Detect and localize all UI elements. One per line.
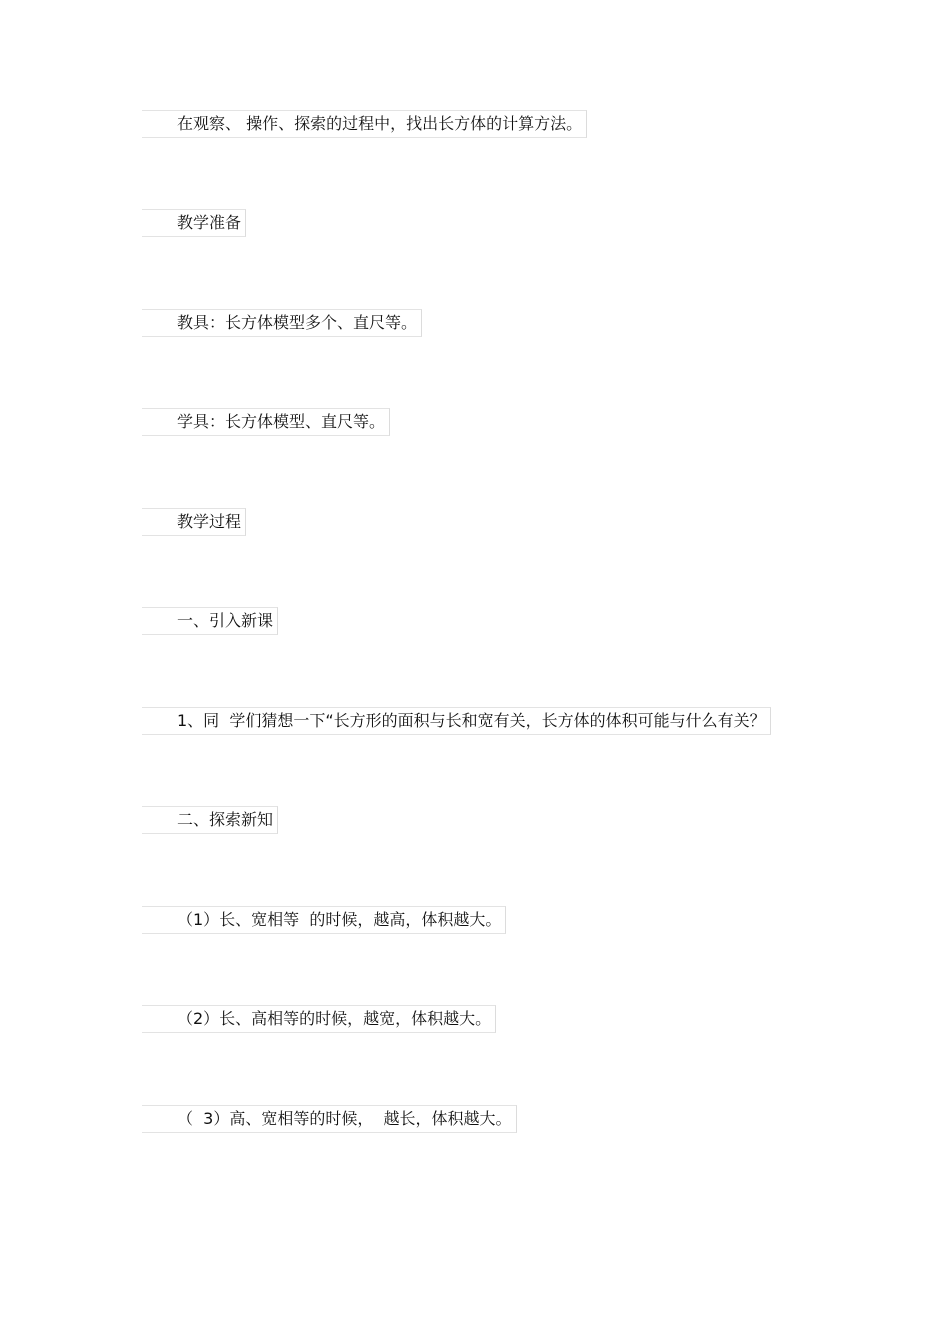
- list-item-width: （2）长、高相等的时候，越宽，体积越大。: [142, 1005, 496, 1033]
- heading-teaching-process: 教学过程: [142, 508, 246, 536]
- text-line-objective: 在观察、 操作、探索的过程中，找出长方体的计算方法。: [142, 110, 587, 138]
- list-item-height: （1）长、宽相等 的时候，越高，体积越大。: [142, 906, 506, 934]
- text-line-guess-question: 1、同 学们猜想一下“长方形的面积与长和宽有关，长方体的体积可能与什么有关？: [142, 707, 771, 735]
- heading-introduce-lesson: 一、引入新课: [142, 607, 278, 635]
- heading-teaching-preparation: 教学准备: [142, 209, 246, 237]
- text-line-student-tools: 学具：长方体模型、直尺等。: [142, 408, 390, 436]
- text-line-teacher-tools: 教具：长方体模型多个、直尺等。: [142, 309, 422, 337]
- list-item-length: （ 3）高、宽相等的时候， 越长，体积越大。: [142, 1105, 517, 1133]
- heading-explore-new-knowledge: 二、探索新知: [142, 806, 278, 834]
